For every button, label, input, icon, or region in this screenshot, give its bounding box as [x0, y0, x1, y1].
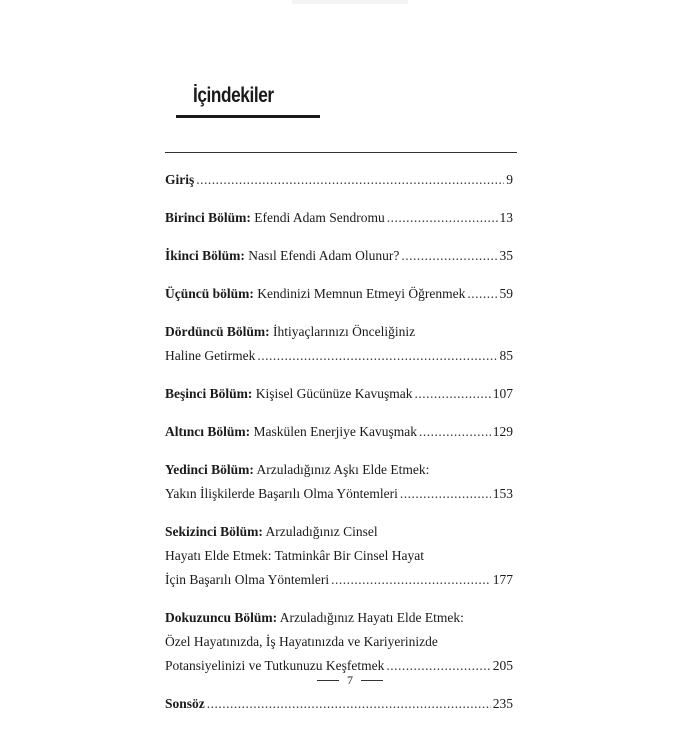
- toc-page-number: 205: [492, 658, 513, 673]
- chapter-title: Özel Hayatınızda, İş Hayatınızda ve Kariyerinizde: [165, 634, 438, 649]
- toc-entry: [165, 206, 513, 230]
- toc-line-text: [165, 420, 417, 444]
- toc-line-text: [165, 320, 415, 344]
- toc-line: [165, 320, 513, 344]
- chapter-title: Potansiyelinizi ve Tutkunuzu Keşfetmek: [165, 658, 385, 673]
- toc-line-text: [165, 168, 194, 192]
- toc-line: [165, 544, 513, 568]
- toc-line-text: [165, 206, 385, 230]
- chapter-label: Dokuzuncu Bölüm:: [165, 610, 278, 625]
- chapter-title: Arzuladığınız Hayatı Elde Etmek:: [277, 610, 464, 625]
- chapter-label: Sekizinci Bölüm:: [165, 524, 263, 539]
- toc-line-text: [165, 692, 205, 716]
- toc-line-text: [165, 520, 378, 544]
- toc-line: [165, 568, 513, 592]
- dot-leader: [467, 282, 497, 306]
- toc-page-number: 59: [499, 286, 513, 301]
- dot-leader: [414, 382, 490, 406]
- toc-line-text: [165, 244, 399, 268]
- chapter-label: Altıncı Bölüm:: [165, 424, 251, 439]
- dot-leader: [331, 568, 491, 592]
- toc-line-text: [165, 282, 465, 306]
- dot-leader: [419, 420, 491, 444]
- dot-leader: [387, 206, 498, 230]
- toc-entry: [165, 244, 513, 268]
- toc-top-rule: [165, 152, 517, 153]
- chapter-title: Maskülen Enerjiye Kavuşmak: [250, 424, 417, 439]
- toc-line-text: [165, 344, 255, 368]
- dot-leader: [196, 168, 504, 192]
- toc-line: [165, 168, 513, 192]
- toc-line: [165, 344, 513, 368]
- chapter-title: Kendinizi Memnun Etmeyi Öğrenmek: [253, 286, 466, 301]
- toc-page-number: 129: [492, 424, 513, 439]
- toc-page-number: 177: [492, 572, 513, 587]
- dot-leader: [257, 344, 497, 368]
- chapter-title: Arzuladığınız Cinsel: [262, 524, 378, 539]
- toc-line: [165, 458, 513, 482]
- dot-leader: [401, 244, 497, 268]
- chapter-label: Sonsöz: [165, 696, 205, 711]
- toc-line: [165, 420, 513, 444]
- toc-line-text: [165, 568, 329, 592]
- table-of-contents: [165, 168, 513, 730]
- toc-line: [165, 630, 513, 654]
- chapter-label: Birinci Bölüm:: [165, 210, 251, 225]
- chapter-title: Yakın İlişkilerde Başarılı Olma Yöntemleri: [165, 486, 398, 501]
- toc-entry: [165, 320, 513, 368]
- toc-page-number: 9: [506, 172, 513, 187]
- chapter-label: Yedinci Bölüm:: [165, 462, 254, 477]
- toc-line: [165, 206, 513, 230]
- chapter-label: Giriş: [165, 172, 195, 187]
- toc-line: [165, 520, 513, 544]
- footer-dash-left: [317, 680, 339, 681]
- toc-line-text: [165, 482, 398, 506]
- toc-line: [165, 282, 513, 306]
- toc-entry: [165, 458, 513, 506]
- chapter-label: Dördüncü Bölüm:: [165, 324, 270, 339]
- chapter-title: İhtiyaçlarınızı Önceliğiniz: [269, 324, 416, 339]
- toc-line-text: [165, 630, 438, 654]
- dot-leader: [400, 482, 491, 506]
- toc-line: [165, 692, 513, 716]
- toc-entry: [165, 520, 513, 592]
- toc-line: [165, 244, 513, 268]
- toc-line: [165, 382, 513, 406]
- chapter-title: Hayatı Elde Etmek: Tatminkâr Bir Cinsel Hayat: [165, 548, 424, 563]
- toc-entry: [165, 692, 513, 716]
- toc-line-text: [165, 544, 424, 568]
- toc-page-number: 235: [492, 696, 513, 711]
- toc-line-text: [165, 382, 412, 406]
- chapter-label: Beşinci Bölüm:: [165, 386, 253, 401]
- toc-page-number: 107: [492, 386, 513, 401]
- toc-entry: [165, 420, 513, 444]
- toc-page-number: 153: [492, 486, 513, 501]
- chapter-title: Haline Getirmek: [165, 348, 256, 363]
- page-footer: [0, 672, 700, 688]
- toc-line: [165, 606, 513, 630]
- chapter-title: Efendi Adam Sendromu: [250, 210, 385, 225]
- toc-entry: [165, 606, 513, 678]
- dot-leader: [207, 692, 491, 716]
- page-title: İçindekiler: [193, 84, 274, 107]
- page-number: 7: [347, 672, 353, 687]
- chapter-title: İçin Başarılı Olma Yöntemleri: [165, 572, 330, 587]
- chapter-label: Üçüncü bölüm:: [165, 286, 254, 301]
- toc-entry: [165, 382, 513, 406]
- page-top-edge: [292, 0, 408, 4]
- toc-page-number: 85: [499, 348, 513, 363]
- chapter-label: İkinci Bölüm:: [165, 248, 245, 263]
- title-underline: [176, 115, 320, 118]
- toc-entry: [165, 282, 513, 306]
- toc-entry: [165, 168, 513, 192]
- toc-line: [165, 482, 513, 506]
- footer-dash-right: [361, 680, 383, 681]
- toc-page-number: 13: [499, 210, 513, 225]
- toc-line-text: [165, 458, 429, 482]
- chapter-title: Arzuladığınız Aşkı Elde Etmek:: [253, 462, 430, 477]
- chapter-title: Nasıl Efendi Adam Olunur?: [244, 248, 400, 263]
- toc-line-text: [165, 606, 464, 630]
- chapter-title: Kişisel Gücünüze Kavuşmak: [252, 386, 413, 401]
- toc-page-number: 35: [499, 248, 513, 263]
